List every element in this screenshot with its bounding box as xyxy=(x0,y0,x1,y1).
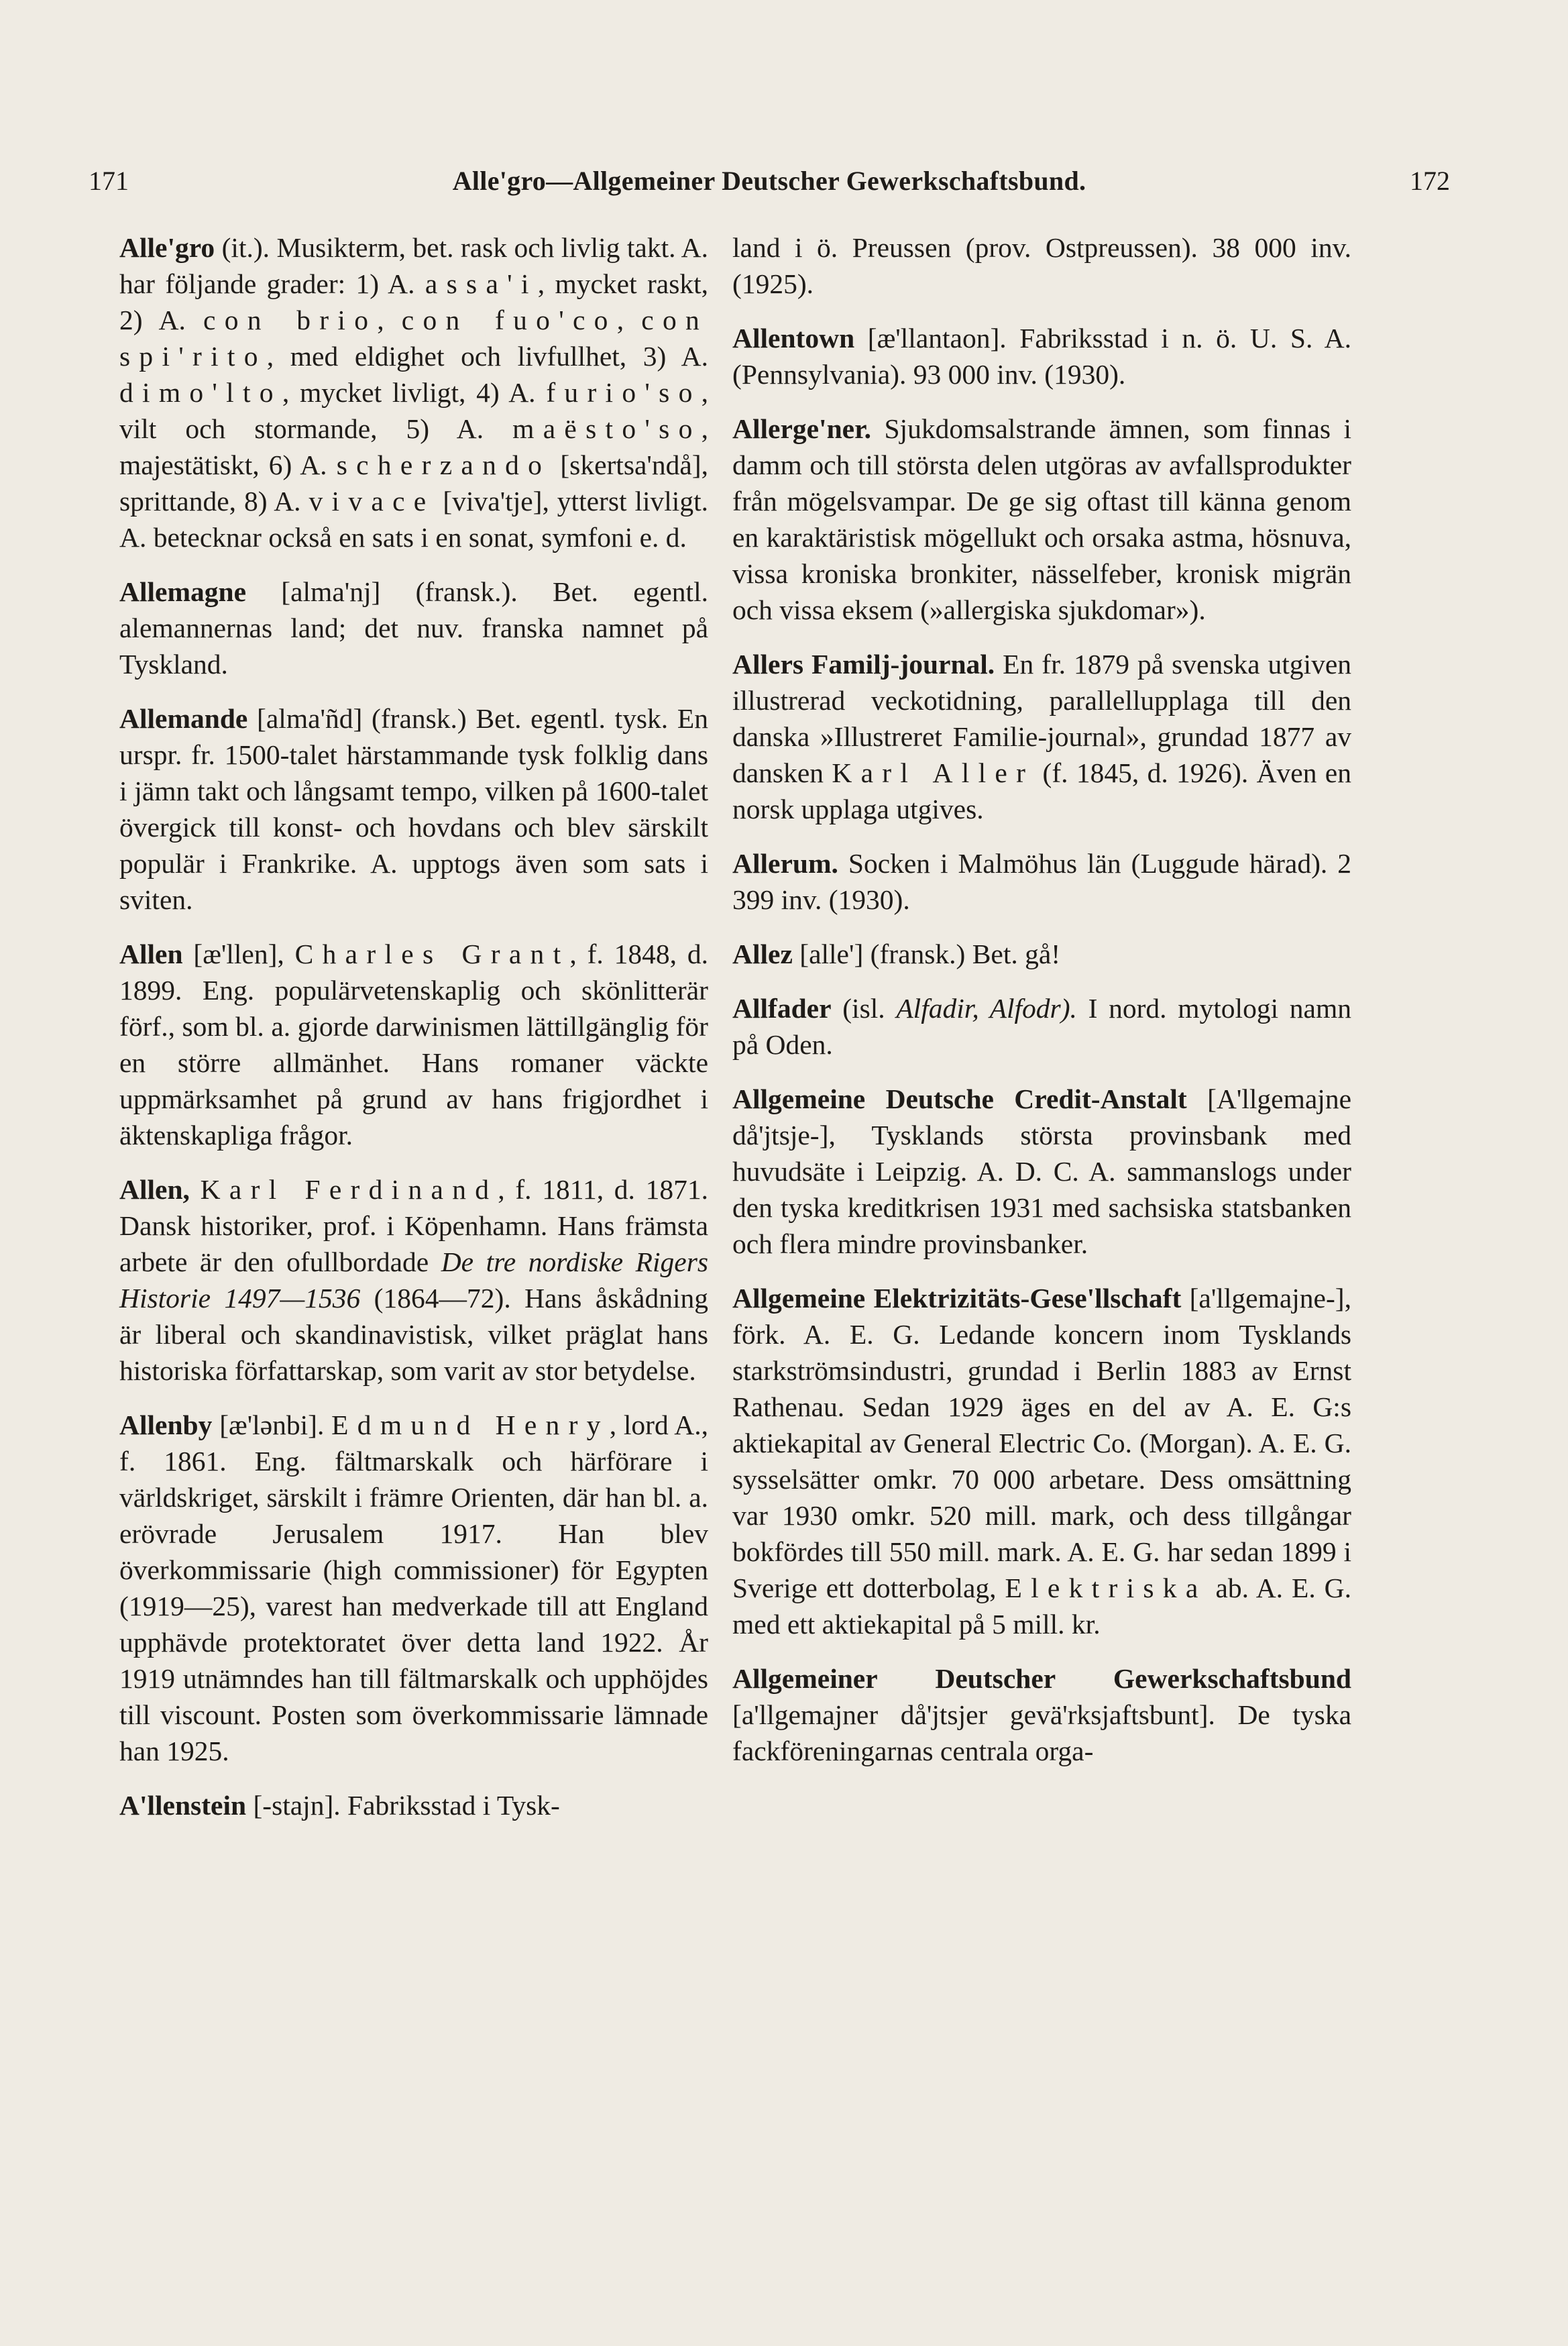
text-run: I nord. mytologi namn på Oden. xyxy=(732,993,1351,1060)
text-run: En fr. 1879 på svenska utgiven illustrerad veckotidning, parallellupplaga till den danska »Illustreret Familie-journal», grundad 1877 av dansken xyxy=(732,649,1351,788)
italic-title: Alfadir, Alfodr). xyxy=(896,993,1077,1024)
text-run: Sjukdomsalstrande ämnen, som finnas i damm och till största delen utgöras av avfallsprodukter från mögelsvampar. De ge sig oftast till känna genom en karaktäristisk mögellukt och orsaka astma, hösnuva, vissa kroniska bronkiter, nässelfeber, kronisk migrän och vissa eksem (»allergiska sjukdomar»). xyxy=(732,413,1351,625)
spaced-name: scherzando xyxy=(336,449,551,480)
text-run: [viva'tje], ytterst livligt. A. betecknar också en sats i en sonat, symfoni e. d. xyxy=(119,486,708,553)
text-run: [a'llgemajne-], förk. A. E. G. Ledande koncern inom Tysklands starkströmsindustri, grundad i Berlin 1883 av Ernst Rathenau. Sedan 1929 äges en del av A. E. G:s aktiekapital av General Electric Co. (Morgan). A. E. G. sysselsätter omkr. 70 000 arbetare. Dess omsättning var 1930 omkr. 520 mill. mark, och dess tillgångar bokfördes till 550 mill. mark. A. E. G. har sedan 1899 i Sverige ett dotterbolag, xyxy=(732,1283,1351,1603)
text-run: [a'llgemajner då'jtsjer gevä'rksjaftsbunt]. De tyska fackföreningarnas centrala orga- xyxy=(732,1699,1351,1766)
headword: Allgemeine Elektrizitäts-Gese'llschaft xyxy=(732,1283,1182,1314)
entry-allen-charles xyxy=(119,936,708,1153)
text-run: , xyxy=(616,305,642,335)
headword: Allez xyxy=(732,939,793,969)
text-run: [æ'lənbi]. xyxy=(212,1409,332,1440)
entry-allen-karl xyxy=(119,1171,708,1389)
spaced-name: Edmund Henry xyxy=(331,1409,610,1440)
spaced-name: furio'so xyxy=(546,377,702,408)
spaced-name: maësto'so xyxy=(512,413,702,444)
text-run: ab. A. E. G. med ett aktiekapital på 5 mill. kr. xyxy=(732,1572,1352,1640)
text-run: , vilt och stormande, 5) A. xyxy=(119,377,708,444)
headword: Allfader xyxy=(732,993,832,1024)
text-run xyxy=(190,1174,201,1205)
entry-allers xyxy=(732,646,1351,827)
entry-allegro xyxy=(119,229,708,555)
text-run: , lord A., f. 1861. Eng. fältmarskalk och härförare i världskriget, särskilt i främre Orienten, där han bl. a. erövrade Jerusalem 1917. Han blev överkommissarie (high commissioner) för Egypten (1919—25), varest han medverkade till att England upphävde protektoratet över detta land 1922. År 1919 utnämndes han till fältmarskalk och upphöjdes till viscount. Posten som överkommissarie lämnade han 1925. xyxy=(119,1409,709,1766)
entry-aeg xyxy=(732,1280,1351,1642)
running-title: Alle'gro—Allgemeiner Deutscher Gewerkschaftsbund. xyxy=(452,166,1086,196)
text-run: [-stajn]. Fabriksstad i Tysk- xyxy=(246,1790,560,1821)
headword: Allgemeine Deutsche Credit-Anstalt xyxy=(732,1083,1187,1114)
italic-title: De tre nordiske Rigers Historie 1497—1536 xyxy=(119,1246,708,1314)
headword: Allenby xyxy=(119,1409,213,1440)
text-run: [alle'] (fransk.) Bet. gå! xyxy=(792,939,1061,969)
text-run: (f. 1845, d. 1926). Även en norsk upplaga utgives. xyxy=(732,757,1351,824)
text-run: (1864—72). Hans åskådning är liberal och skandinavistisk, vilket präglat hans historiska författarskap, som varit av stor betydelse. xyxy=(119,1283,708,1386)
left-column xyxy=(119,229,708,1842)
headword: Allers Familj-journal. xyxy=(732,649,995,680)
text-run: , xyxy=(377,305,402,335)
right-column xyxy=(732,229,1351,1787)
headword: Allen, xyxy=(119,1174,190,1205)
text-run: [æ'llen], xyxy=(182,939,295,969)
entry-credit-anstalt xyxy=(732,1081,1351,1262)
entry-allentown xyxy=(732,320,1351,392)
headword: Allgemeiner Deutscher Gewerkschaftsbund xyxy=(732,1663,1351,1694)
entry-allergener xyxy=(732,411,1351,628)
entry-allemande xyxy=(119,700,708,918)
spaced-name: Karl Ferdinand xyxy=(200,1174,498,1205)
headword: Allerum. xyxy=(732,848,838,879)
entry-allenstein-cont xyxy=(732,229,1351,302)
spaced-name: Karl Aller xyxy=(832,757,1035,788)
spaced-name: vivace xyxy=(309,486,435,517)
entry-adgb xyxy=(732,1660,1351,1769)
spaced-name: con fuo'co xyxy=(401,305,617,335)
entry-allerum xyxy=(732,845,1351,918)
spaced-name: dimo'lto xyxy=(119,377,282,408)
text-run: , f. 1811, d. 1871. Dansk historiker, prof. i Köpenhamn. Hans främsta arbete är den ofullbordade xyxy=(119,1174,709,1277)
text-run: [alma'nj] (fransk.). Bet. egentl. alemannernas land; det nuv. franska namnet på Tyskland. xyxy=(119,576,708,680)
spaced-name: Elektriska xyxy=(1005,1572,1207,1603)
spaced-name: con spi'rito xyxy=(119,305,709,372)
spaced-name: Charles Grant xyxy=(294,939,570,969)
text-run: (isl. xyxy=(831,993,897,1024)
text-run: Socken i Malmöhus län (Luggude härad). 2 399 inv. (1930). xyxy=(732,848,1351,915)
headword: Allerge'ner. xyxy=(732,413,872,444)
text-run: land i ö. Preussen (prov. Ostpreussen). 38 000 inv. (1925). xyxy=(732,232,1351,299)
headword: A'llenstein xyxy=(119,1790,247,1821)
entry-allenby xyxy=(119,1407,708,1769)
text-run: [alma'ñd] (fransk.) Bet. egentl. tysk. En urspr. fr. 1500-talet härstammande tysk folklig dans i jämn takt och långsamt tempo, vilken på 1600-talet övergick till konst- och hovdans och blev särskilt populär i Frankrike. A. upptogs även som sats i sviten. xyxy=(119,703,708,915)
page-number-left: 171 xyxy=(89,166,129,196)
entry-allemagne xyxy=(119,574,708,682)
text-run: , med eldighet och livfullhet, 3) A. xyxy=(266,341,708,372)
text-run: [æ'llantaon]. Fabriksstad i n. ö. U. S. A. (Pennsylvania). 93 000 inv. (1930). xyxy=(732,323,1351,390)
headword: Allemagne xyxy=(119,576,247,607)
text-run: , f. 1848, d. 1899. Eng. populärvetenskaplig och skönlitterär förf., som bl. a. gjorde darwinismen lättillgänglig för en större allmänhet. Hans romaner väckte uppmärksamhet på grund av hans frigjordhet i äktenskapliga frågor. xyxy=(119,939,708,1151)
headword: Allemande xyxy=(119,703,248,734)
entry-allenstein xyxy=(119,1787,708,1823)
page-number-right: 172 xyxy=(1410,166,1450,196)
text-run: , mycket livligt, 4) A. xyxy=(282,377,547,408)
text-run: , mycket raskt, 2) A. xyxy=(119,268,709,335)
spaced-name: assa'i xyxy=(425,268,538,299)
headword: Alle'gro xyxy=(119,232,215,263)
spaced-name: con brio xyxy=(203,305,378,335)
headword: Allen xyxy=(119,939,183,969)
text-run: [skertsa'ndå], sprittande, 8) A. xyxy=(119,449,708,517)
entry-allez xyxy=(732,936,1351,972)
text-run: (it.). Musikterm, bet. rask och livlig takt. A. har följande grader: 1) A. xyxy=(119,232,708,299)
running-head xyxy=(89,165,1450,197)
text-run: [A'llgemajne då'jtsje-], Tysklands största provinsbank med huvudsäte i Leipzig. A. D. C. A. sammanslogs under den tyska kreditkrisen 1931 med sachsiska statsbanken och flera mindre provinsbanker. xyxy=(732,1083,1351,1259)
headword: Allentown xyxy=(732,323,855,354)
entry-allfader xyxy=(732,990,1351,1063)
text-run: , majestätiskt, 6) A. xyxy=(119,413,708,480)
